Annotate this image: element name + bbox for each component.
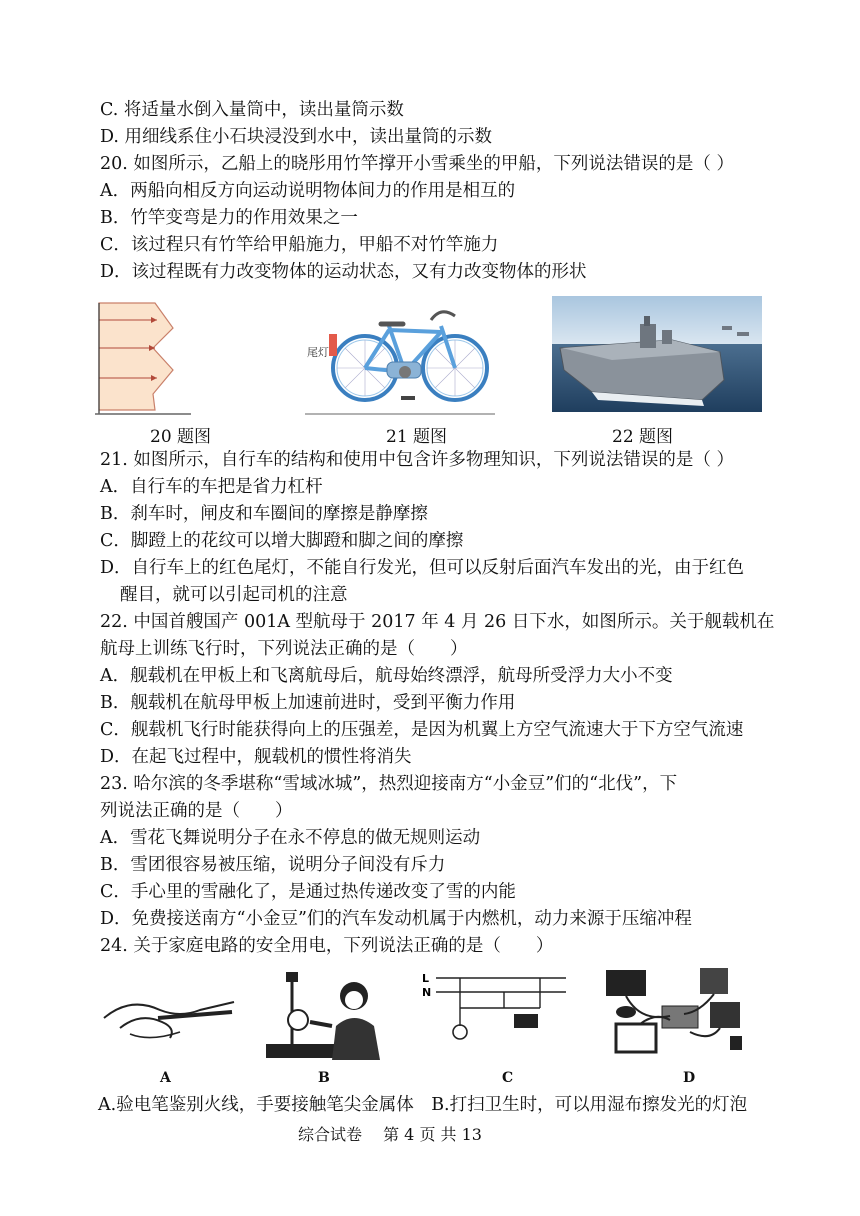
question-24: 24. 关于家庭电路的安全用电，下列说法正确的是（ ）	[100, 936, 554, 956]
question-22-cont: 航母上训练飞行时，下列说法正确的是（ ）	[100, 639, 468, 659]
option-20c: C．该过程只有竹竿给甲船施力，甲船不对竹竿施力	[100, 235, 499, 255]
option-20d: D．该过程既有力改变物体的运动状态，又有力改变物体的形状	[100, 262, 587, 282]
option-23b: B．雪团很容易被压缩，说明分子间没有斥力	[100, 855, 446, 875]
question-23: 23. 哈尔滨的冬季堪称“雪域冰城”，热烈迎接南方“小金豆”们的“北伐”，下	[100, 774, 678, 794]
label-L: L	[422, 972, 430, 985]
option-letter-b: B	[318, 1070, 330, 1086]
option-23c: C．手心里的雪融化了，是通过热传递改变了雪的内能	[100, 882, 516, 902]
option-20a: A．两船向相反方向运动说明物体间力的作用是相互的	[100, 181, 516, 201]
option-21d-cont: 醒目，就可以引起司机的注意	[120, 585, 348, 605]
caption-22: 22 题图	[612, 427, 674, 447]
page-footer: 综合试卷 第 4 页 共 13	[298, 1125, 482, 1144]
option-22a: A．舰载机在甲板上和飞离航母后，航母始终漂浮，航母所受浮力大小不变	[100, 666, 673, 686]
option-20b: B．竹竿变弯是力的作用效果之一	[100, 208, 358, 228]
figure-24a-test-pen	[100, 988, 240, 1048]
label-N: N	[422, 986, 432, 999]
caption-20: 20 题图	[150, 427, 212, 447]
option-letter-d: D	[683, 1070, 696, 1086]
option-22b: B．舰载机在航母甲板上加速前进时，受到平衡力作用	[100, 693, 516, 713]
option-22c: C．舰载机飞行时能获得向上的压强差，是因为机翼上方空气流速大于下方空气流速	[100, 720, 744, 740]
option-23d: D．免费接送南方“小金豆”们的汽车发动机属于内燃机，动力来源于压缩冲程	[100, 909, 692, 929]
option-22d: D．在起飞过程中，舰载机的惯性将消失	[100, 747, 412, 767]
question-21: 21. 如图所示，自行车的结构和使用中包含许多物理知识，下列说法错误的是（ ）	[100, 450, 734, 470]
options-24ab: A.验电笔鉴别火线，手要接触笔尖金属体 B.打扫卫生时，可以用湿布擦发光的灯泡	[98, 1095, 748, 1115]
option-letter-a: A	[160, 1070, 171, 1086]
figure-22-carrier-photo	[552, 296, 762, 412]
option-21a: A．自行车的车把是省力杠杆	[100, 477, 323, 497]
tail-light-label: 尾灯	[307, 346, 329, 359]
question-22: 22. 中国首艘国产 001A 型航母于 2017 年 4 月 26 日下水，如图所示。关于舰载机在	[100, 612, 775, 632]
caption-21: 21 题图	[386, 427, 448, 447]
option-21c: C．脚蹬上的花纹可以增大脚蹬和脚之间的摩擦	[100, 531, 464, 551]
question-20: 20. 如图所示，乙船上的晓彤用竹竿撑开小雪乘坐的甲船，下列说法错误的是（ ）	[100, 154, 734, 174]
figure-20-boats	[95, 298, 195, 420]
option-letter-c: C	[502, 1070, 514, 1086]
option-19d: D. 用细线系住小石块浸没到水中，读出量筒的示数	[100, 127, 493, 147]
option-21b: B．刹车时，闸皮和车圈间的摩擦是静摩擦	[100, 504, 428, 524]
option-21d: D．自行车上的红色尾灯，不能自行发光，但可以反射后面汽车发出的光，由于红色	[100, 558, 745, 578]
option-23a: A．雪花飞舞说明分子在永不停息的做无规则运动	[100, 828, 481, 848]
figure-24c-circuit	[420, 968, 570, 1052]
figure-21-bicycle	[305, 296, 495, 418]
figure-24d-overloaded-socket	[600, 962, 760, 1058]
question-23-cont: 列说法正确的是（ ）	[100, 801, 293, 821]
option-19c: C. 将适量水倒入量筒中，读出量筒示数	[100, 100, 404, 120]
figure-24b-lamp-cleaning	[262, 966, 392, 1062]
